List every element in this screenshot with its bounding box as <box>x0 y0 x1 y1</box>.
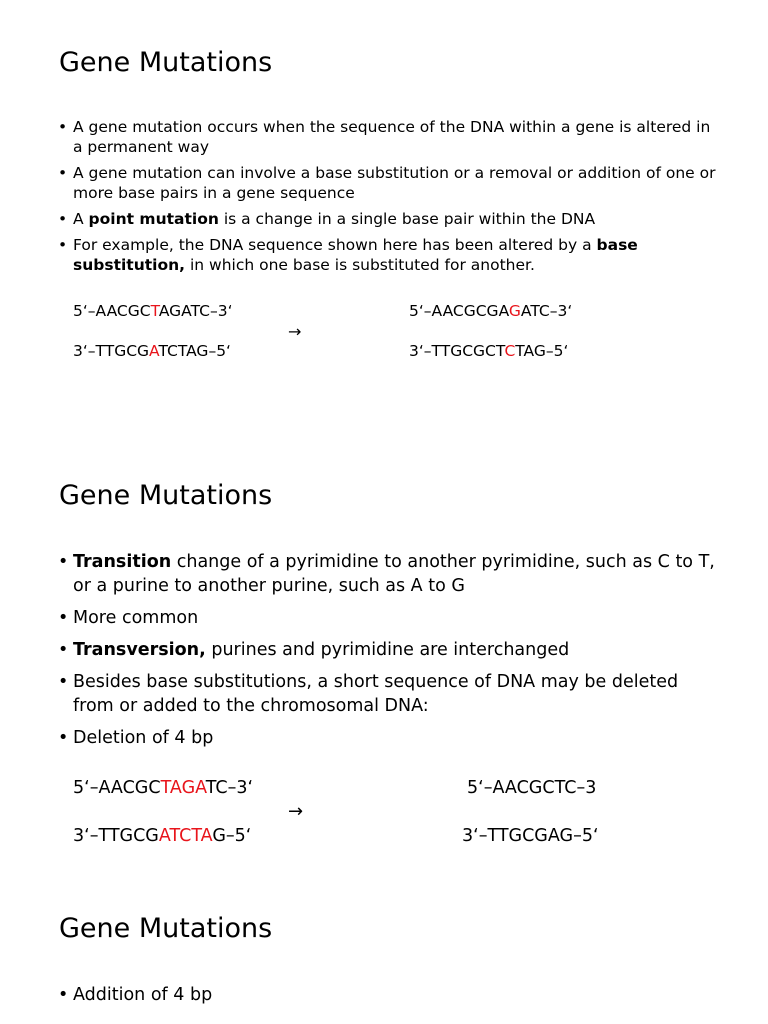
sequence-text: 5‘–AACGCTC–3 <box>467 778 597 798</box>
sequence-text: 3‘–TTGCGAG–5‘ <box>462 826 599 846</box>
bullet-text: Addition of 4 bp <box>73 985 213 1005</box>
slide-title: Gene Mutations <box>59 47 273 78</box>
slide-title: Gene Mutations <box>59 480 273 511</box>
bullet-text: Deletion of 4 bp <box>73 728 214 748</box>
sequence-text: AGATC–3‘ <box>158 302 233 320</box>
highlighted-base: TAGA <box>160 778 206 798</box>
highlighted-base: G <box>508 302 521 320</box>
bold-text: point mutation <box>88 210 219 228</box>
bullet-text: A gene mutation occurs when the sequence of the DNA within a gene is altered in a permanent way <box>73 118 711 156</box>
bullet-text: For example, the DNA sequence shown here has been altered by a <box>73 236 597 254</box>
sequence-text: 5‘–AACGC <box>73 302 151 320</box>
bold-text: base substitution, <box>73 236 638 274</box>
sequence-text: TAG–5‘ <box>515 342 569 360</box>
highlighted-base: T <box>150 302 159 320</box>
highlighted-base: C <box>504 342 516 360</box>
bold-text: Transversion, <box>73 640 206 660</box>
sequence-text: 3‘–TTGCG <box>73 342 150 360</box>
bullet-text: A gene mutation can involve a base substitution or a removal or addition of one or more base pairs in a gene sequence <box>73 164 716 202</box>
bullet-item <box>58 983 718 1007</box>
arrow-icon: → <box>288 322 302 341</box>
bullet-text: change of a pyrimidine to another pyrimidine, such as C to T, or a purine to another purine, such as A to G <box>73 552 715 596</box>
bullet-list <box>58 983 718 1007</box>
highlighted-base: A <box>149 342 159 360</box>
bullet-text: in which one base is substituted for another. <box>185 256 535 274</box>
bullet-text: A <box>73 210 89 228</box>
bold-text: Transition <box>73 552 172 572</box>
sequence-text: 3‘–TTGCGCT <box>409 342 505 360</box>
sequence-text: TCTAG–5‘ <box>158 342 231 360</box>
slide-title: Gene Mutations <box>59 913 273 944</box>
arrow-icon: → <box>288 801 304 822</box>
bullet-text: Besides base substitutions, a short sequence of DNA may be deleted from or added to the chromosomal DNA: <box>73 672 679 716</box>
sequence-text: G–5‘ <box>212 826 252 846</box>
sequence-text: ATC–3‘ <box>520 302 573 320</box>
sequence-text: 5‘–AACGC <box>73 778 161 798</box>
sequence-text: 3‘–TTGCG <box>73 826 159 846</box>
bullet-text: More common <box>73 608 199 628</box>
highlighted-base: ATCTA <box>158 826 213 846</box>
bullet-text: is a change in a single base pair within the DNA <box>218 210 596 228</box>
sequence-text: TC–3‘ <box>205 778 254 798</box>
bullet-text: purines and pyrimidine are interchanged <box>205 640 570 660</box>
sequence-text: 5‘–AACGCGA <box>409 302 509 320</box>
